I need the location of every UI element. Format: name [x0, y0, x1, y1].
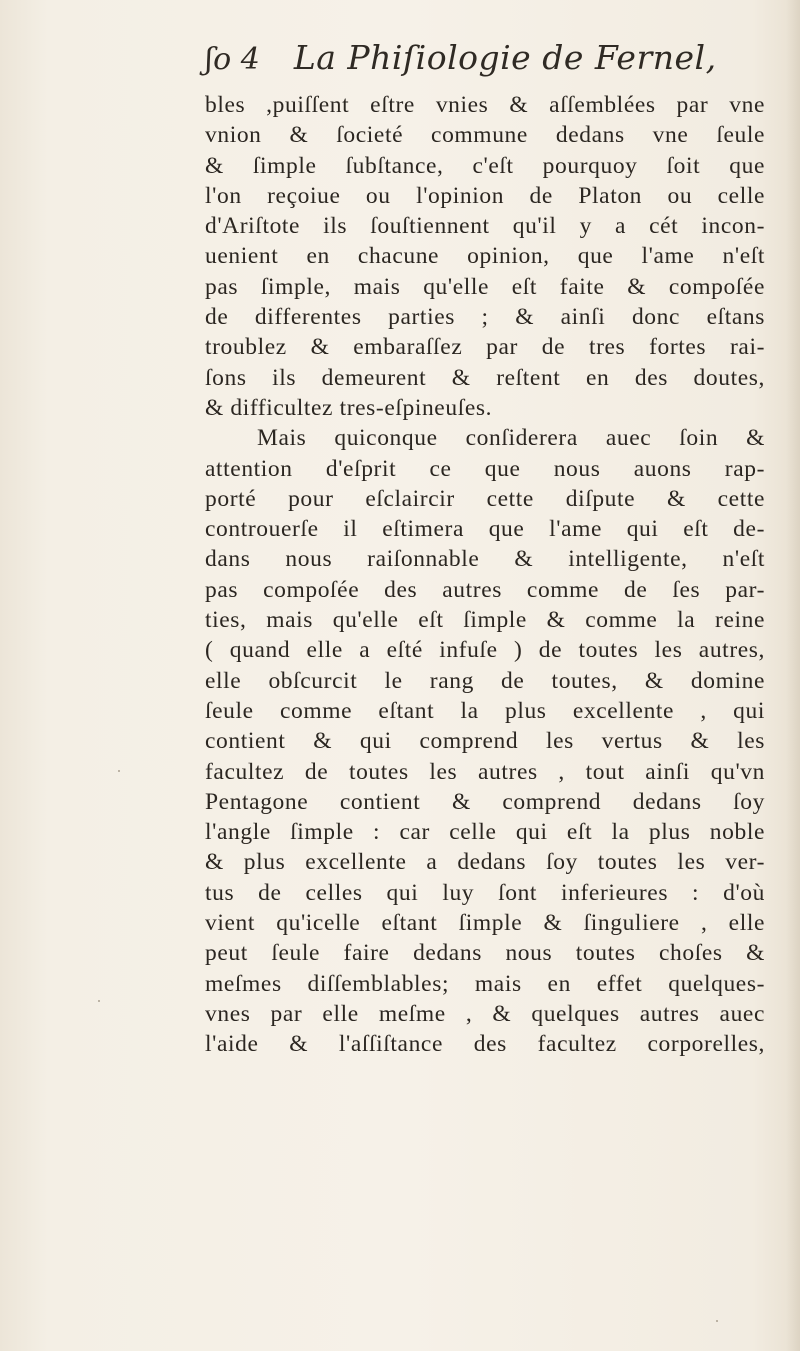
text-line: facultez de toutes les autres , tout ainſi qu'vn — [205, 758, 765, 785]
text-line: & plus excellente a dedans ſoy toutes les ver- — [205, 849, 765, 876]
text-line: peut ſeule faire dedans nous toutes choſes & — [205, 940, 765, 967]
page-number: ʃo 4 — [205, 42, 260, 77]
text-line: vnion & ſocieté commune dedans vne ſeule — [205, 122, 765, 149]
text-line: contient & qui comprend les vertus & les — [205, 728, 765, 755]
page-edge-shadow — [786, 0, 800, 1351]
text-line: vnes par elle meſme , & quelques autres auec — [205, 1000, 765, 1027]
paragraph-first-line: Mais quiconque conſiderera auec ſoin & — [257, 425, 765, 452]
text-line: pas compoſée des autres comme de ſes par- — [205, 576, 765, 603]
body-text — [205, 90, 765, 1060]
text-line: ( quand elle a eſté infuſe ) de toutes les autres, — [205, 637, 765, 664]
text-line: uenient en chacune opinion, que l'ame n'eſt — [205, 243, 765, 270]
paper-speck — [118, 770, 120, 772]
text-line: & ſimple ſubſtance, c'eſt pourquoy ſoit que — [205, 152, 765, 179]
text-line: Pentagone contient & comprend dedans ſoy — [205, 788, 765, 815]
paper-speck — [98, 1000, 100, 1002]
text-line: troublez & embaraſſez par de tres fortes rai- — [205, 334, 765, 361]
text-line: elle obſcurcit le rang de toutes, & domine — [205, 667, 765, 694]
text-line: porté pour eſclaircir cette diſpute & cette — [205, 485, 765, 512]
text-line: ſons ils demeurent & reſtent en des doutes, — [205, 364, 765, 391]
paragraph-end-line: & difficultez tres-eſpineuſes. — [205, 394, 493, 421]
text-line: tus de celles qui luy ſont inferieures : d'où — [205, 879, 765, 906]
page-header — [205, 38, 717, 90]
text-line: controuerſe il eſtimera que l'ame qui eſt de- — [205, 516, 765, 543]
text-line: attention d'eſprit ce que nous auons rap- — [205, 455, 765, 482]
paper-speck — [716, 1320, 718, 1322]
text-line: dans nous raiſonnable & intelligente, n'eſt — [205, 546, 765, 573]
text-line: d'Ariſtote ils ſouſtiennent qu'il y a cét incon- — [205, 213, 765, 240]
text-line: ſeule comme eſtant la plus excellente , qui — [205, 697, 765, 724]
text-line: l'aide & l'aſſiſtance des facultez corporelles, — [205, 1031, 765, 1058]
text-line: bles ,puiſſent eſtre vnies & aſſemblées par vne — [205, 92, 765, 118]
text-line: l'on reçoiue ou l'opinion de Platon ou celle — [205, 182, 765, 209]
text-line: pas ſimple, mais qu'elle eſt faite & compoſée — [205, 273, 765, 300]
text-line: l'angle ſimple : car celle qui eſt la plus noble — [205, 819, 765, 846]
text-line: de differentes parties ; & ainſi donc eſtans — [205, 304, 765, 331]
text-line: meſmes diſſemblables; mais en effet quelques- — [205, 970, 765, 997]
text-line: ties, mais qu'elle eſt ſimple & comme la reine — [205, 607, 765, 634]
running-title: La Phiſiologie de Fernel, — [293, 38, 717, 77]
text-line: vient qu'icelle eſtant ſimple & ſinguliere , elle — [205, 910, 765, 937]
